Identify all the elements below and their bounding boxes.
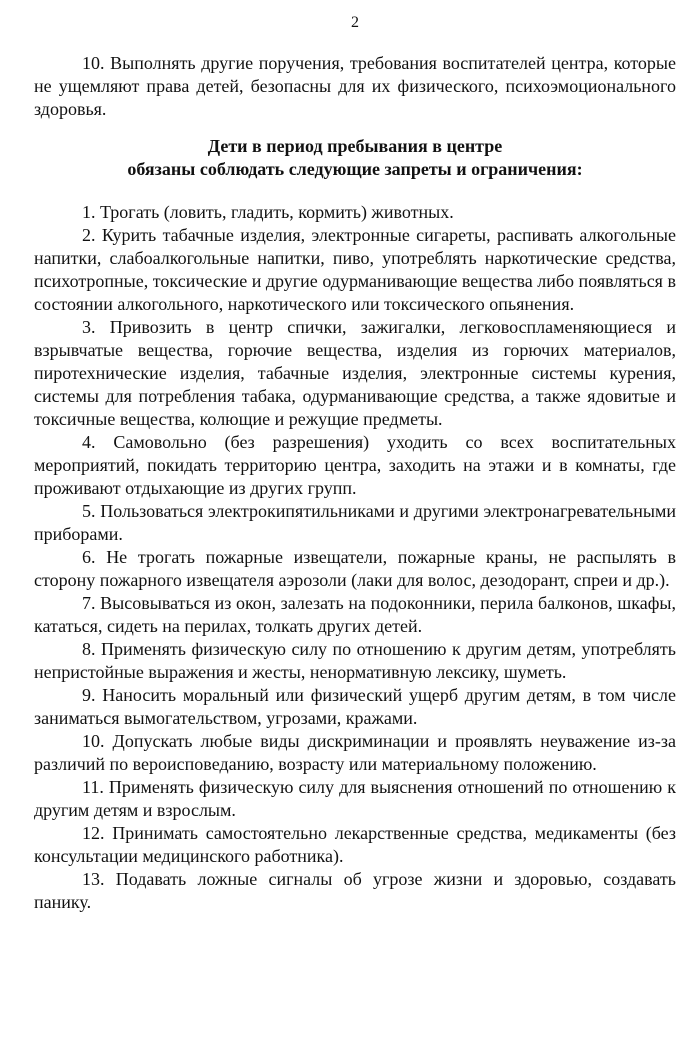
item-text: Наносить моральный или физический ущерб другим детям, в том числе заниматься вымогательством, угрозами, кражами. [34,685,676,728]
item-number: 5. [82,501,96,521]
list-item [34,730,676,776]
list-item [34,776,676,822]
item-text: Принимать самостоятельно лекарственные средства, медикаменты (без консультации медицинского работника). [34,823,677,866]
item-number: 6. [82,547,96,567]
item-number: 13. [82,869,105,889]
heading-line-1: Дети в период пребывания в центре [207,136,503,156]
list-item [34,431,676,500]
item-text: Применять физическую силу по отношению к другим детям, употреблять непристойные выражения и жесты, ненормативную лексику, шуметь. [34,639,676,682]
section-heading [34,135,676,181]
document-page [34,12,676,914]
item-number: 8. [82,639,96,659]
item-text: Применять физическую силу для выяснения отношений по отношению к другим детям и взрослым. [34,777,676,820]
list-item [34,684,676,730]
page-number: 2 [351,14,359,31]
item-number: 12. [82,823,105,843]
item-text: Допускать любые виды дискриминации и проявлять неуважение из-за различий по вероисповеданию, возрасту или материальному положению. [34,731,677,774]
item-text: Не трогать пожарные извещатели, пожарные краны, не распылять в сторону пожарного извещателя аэрозоли (лаки для волос, дезодорант, спреи и др.). [34,547,676,590]
item-number: 7. [82,593,96,613]
list-item [34,822,676,868]
intro-paragraph: 10. Выполнять другие поручения, требования воспитателей центра, которые не ущемляют права детей, безопасны для их физического, психоэмоционального здоровья. [34,53,676,119]
item-text: Курить табачные изделия, электронные сигареты, распивать алкогольные напитки, слабоалкогольные напитки, пиво, употреблять наркотические средства, психотропные, токсические и другие одурманивающие вещества либо появляться в состоянии алкогольного, наркотического или токсического опьянения. [34,225,676,314]
item-number: 3. [82,317,96,337]
item-number: 1. [82,202,96,222]
item-text: Трогать (ловить, гладить, кормить) животных. [100,202,454,222]
item-number: 4. [82,432,96,452]
item-number: 11. [82,777,104,797]
item-text: Подавать ложные сигналы об угрозе жизни и здоровью, создавать панику. [34,869,676,912]
item-text: Самовольно (без разрешения) уходить со всех воспитательных мероприятий, покидать территорию центра, заходить на этажи и в комнаты, где проживают отдыхающие из других групп. [34,432,677,498]
item-number: 9. [82,685,96,705]
list-item [34,546,676,592]
list-item [34,592,676,638]
list-item [34,201,676,224]
item-text: Привозить в центр спички, зажигалки, легковоспламеняющиеся и взрывчатые вещества, горючие вещества, изделия из горючих материалов, пиротехнические изделия, табачные изделия, электронные системы курения, системы для потребления табака, одурманивающие средства, а также ядовитые и токсичные вещества, колющие и режущие предметы. [34,317,677,429]
list-item [34,316,676,431]
heading-line-2: обязаны соблюдать следующие запреты и ограничения: [127,159,583,179]
item-text: Пользоваться электрокипятильниками и другими электронагревательными приборами. [34,501,677,544]
item-number: 10. [82,731,105,751]
list-item [34,638,676,684]
list-item [34,500,676,546]
list-item [34,224,676,316]
item-number: 2. [82,225,96,245]
list-item [34,868,676,914]
restrictions-list [34,201,676,914]
item-text: Высовываться из окон, залезать на подоконники, перила балконов, шкафы, кататься, сидеть на перилах, толкать других детей. [34,593,676,636]
